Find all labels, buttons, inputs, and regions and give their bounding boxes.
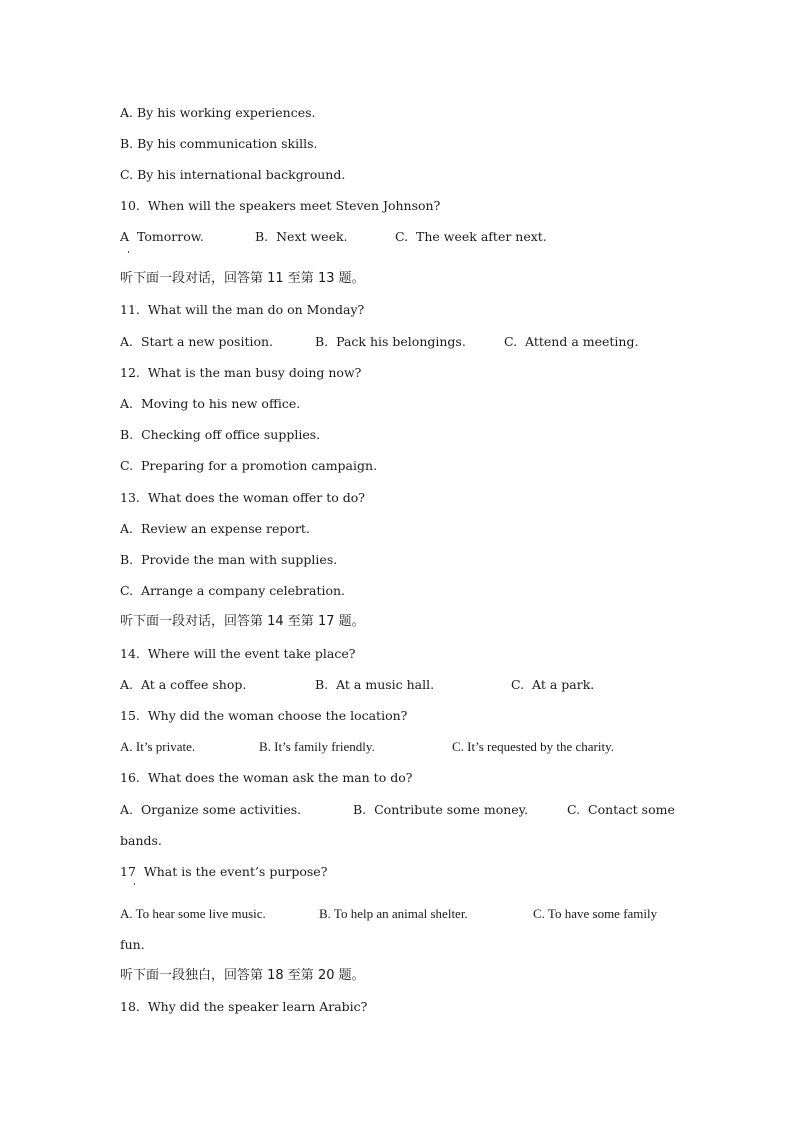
- q10-options-row: [120, 228, 640, 246]
- question-14: 14. Where will the event take place?: [120, 646, 356, 661]
- q14-option-a: A. At a coffee shop.: [120, 677, 247, 692]
- q16-option-a: A. Organize some activities.: [120, 802, 302, 817]
- q13-option-b: B. Provide the man with supplies.: [120, 552, 338, 567]
- question-13: 13. What does the woman offer to do?: [120, 490, 365, 505]
- q15-option-b: B. It’s family friendly.: [259, 739, 375, 754]
- question-12: 12. What is the man busy doing now?: [120, 365, 362, 380]
- section-heading-11-13: 听下面一段对话，回答第 11 至第 13 题。: [120, 271, 365, 286]
- q12-option-a: A. Moving to his new office.: [120, 396, 301, 411]
- q17-options-row: [120, 905, 680, 923]
- q14-option-b: B. At a music hall.: [315, 677, 435, 692]
- q12-option-c: C. Preparing for a promotion campaign.: [120, 458, 378, 473]
- q16-option-c-continued: bands.: [120, 833, 162, 848]
- q13-option-a: A. Review an expense report.: [120, 521, 310, 536]
- question-16: 16. What does the woman ask the man to do?: [120, 770, 413, 785]
- q16-option-b: B. Contribute some money.: [353, 802, 529, 817]
- q15-option-a: A. It’s private.: [120, 739, 196, 754]
- q17-option-a: A. To hear some live music.: [120, 906, 266, 921]
- print-speck: [128, 251, 129, 253]
- q9-option-c: C. By his international background.: [120, 167, 346, 182]
- q14-option-c: C. At a park.: [511, 677, 595, 692]
- q11-options-row: [120, 333, 680, 351]
- question-10: 10. When will the speakers meet Steven Johnson?: [120, 198, 441, 213]
- q9-option-a: A. By his working experiences.: [120, 105, 316, 120]
- q11-option-c: C. Attend a meeting.: [504, 334, 639, 349]
- q10-option-c: C. The week after next.: [395, 229, 547, 244]
- q11-option-b: B. Pack his belongings.: [315, 334, 466, 349]
- q9-option-b: B. By his communication skills.: [120, 136, 318, 151]
- q15-options-row: [120, 738, 680, 756]
- section-heading-18-20: 听下面一段独白，回答第 18 至第 20 题。: [120, 968, 365, 983]
- print-speck: [134, 883, 135, 885]
- q15-option-c: C. It’s requested by the charity.: [452, 739, 614, 754]
- q10-option-b: B. Next week.: [255, 229, 348, 244]
- q17-option-c-continued: fun.: [120, 937, 145, 952]
- q12-option-b: B. Checking off office supplies.: [120, 427, 321, 442]
- question-11: 11. What will the man do on Monday?: [120, 302, 365, 317]
- question-18: 18. Why did the speaker learn Arabic?: [120, 999, 368, 1014]
- q16-option-c: C. Contact some: [567, 802, 675, 817]
- q16-options-row: [120, 801, 680, 819]
- q17-option-b: B. To help an animal shelter.: [319, 906, 468, 921]
- q17-option-c: C. To have some family: [533, 906, 658, 921]
- q11-option-a: A. Start a new position.: [120, 334, 274, 349]
- section-heading-14-17: 听下面一段对话，回答第 14 至第 17 题。: [120, 614, 365, 629]
- question-17: 17 What is the event’s purpose?: [120, 864, 328, 879]
- q13-option-c: C. Arrange a company celebration.: [120, 583, 346, 598]
- q14-options-row: [120, 676, 640, 694]
- q10-option-a: A Tomorrow.: [120, 229, 204, 244]
- question-15: 15. Why did the woman choose the location?: [120, 708, 408, 723]
